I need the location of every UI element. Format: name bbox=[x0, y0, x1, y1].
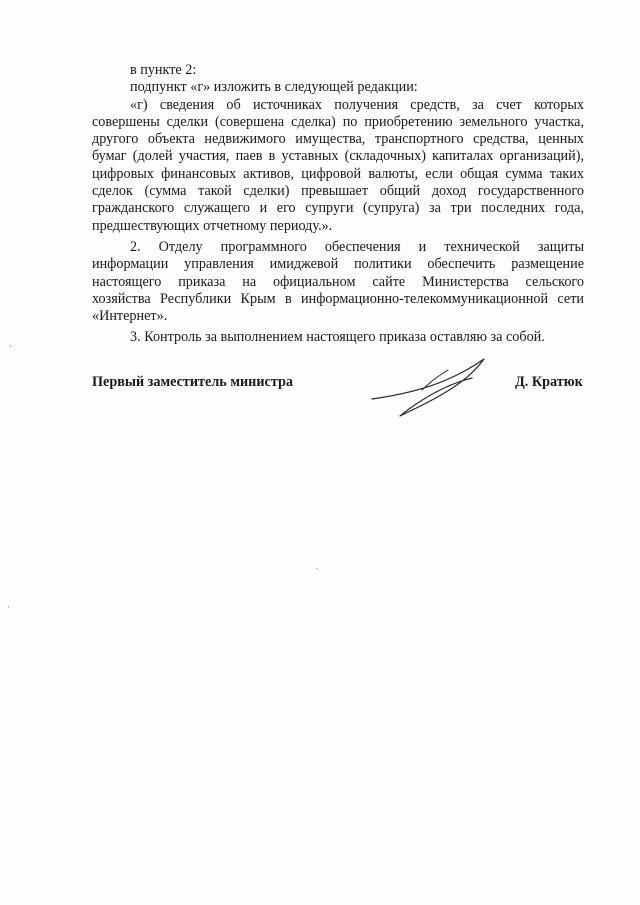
text-line: предшествующих отчетному периоду.». bbox=[92, 217, 333, 234]
document-body bbox=[92, 62, 584, 347]
scan-speck bbox=[10, 345, 11, 347]
text-line: 3. Контроль за выполнением настоящего приказа оставляю за собой. bbox=[130, 329, 545, 346]
text-line: бумаг (долей участия, паев в уставных (складочных) капиталах организаций), bbox=[92, 148, 584, 165]
text-line: в пункте 2: bbox=[130, 62, 197, 78]
text-line: 2. Отделу программного обеспечения и технической защиты bbox=[130, 238, 584, 255]
text-line: подпункт «г» изложить в следующей редакции: bbox=[130, 79, 418, 96]
text-line: «Интернет». bbox=[92, 308, 168, 325]
text-line: настоящего приказа на официальном сайте Министерства сельского bbox=[92, 273, 584, 290]
text-line: сделок (сумма такой сделки) превышает общий доход государственного bbox=[92, 183, 584, 200]
text-line: информации управления имиджевой политики обеспечить размещение bbox=[92, 256, 584, 273]
handwritten-signature bbox=[368, 356, 488, 422]
text-line: другого объекта недвижимого имущества, транспортного средства, ценных bbox=[92, 131, 584, 148]
signatory-name: Д. Кратюк bbox=[515, 374, 583, 390]
signatory-title: Первый заместитель министра bbox=[92, 374, 293, 390]
scan-speck bbox=[316, 568, 318, 569]
text-line: хозяйства Республики Крым в информационно-телекоммуникационной сети bbox=[92, 290, 584, 307]
text-line: цифровых финансовых активов, цифровой валюты, если общая сумма таких bbox=[92, 165, 584, 182]
scan-speck bbox=[8, 606, 9, 608]
text-line: гражданского служащего и его супруги (супруга) за три последних года, bbox=[92, 200, 584, 217]
text-line: «г) сведения об источниках получения средств, за счет которых bbox=[130, 96, 584, 113]
text-line: совершены сделки (совершена сделка) по приобретению земельного участка, bbox=[92, 113, 584, 130]
